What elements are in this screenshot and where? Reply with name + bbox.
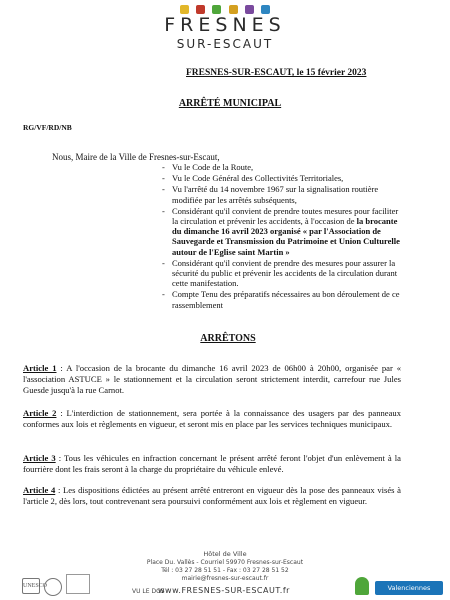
green-partner-logo-icon <box>355 577 369 595</box>
unesco-logo-icon: UNESCO <box>22 578 40 594</box>
article-label: Article 1 <box>23 363 57 373</box>
consideration-item: - Vu l'arrêté du 14 novembre 1967 sur la signalisation routière modifiée par les arrêtés subséquents, <box>162 184 402 204</box>
footer-line-4: mairie@fresnes-sur-escaut.fr <box>181 575 269 582</box>
dateline: FRESNES-SUR-ESCAUT, le 15 février 2023 <box>186 68 367 78</box>
consideration-bold-text: la brocante du dimanche 16 avril 2023 organisé « par l'Association de Sauvegarde et Transmission du Patrimoine et Union Culturelle autour de l'Eglise saint Martin » <box>172 216 400 257</box>
considerations-list <box>162 162 402 311</box>
article-text: : Les dispositions édictées au présent arrêté entreront en vigueur dès la pose des panneaux visés à l'article 2, dès lors, tout contrevenant sera poursuivi conformément aux lois et règlement en vigueur. <box>23 485 401 506</box>
article-label: Article 2 <box>23 408 57 418</box>
consideration-item: - Vu le Code Général des Collectivités Territoriales, <box>162 173 402 183</box>
city-logo-name: FRESNES <box>164 14 286 36</box>
article-text: : A l'occasion de la brocante du dimanche 16 avril 2023 de 06h00 à 20h00, organisée par « l'association ASTUCE » le stationnement et la circulation seront strictement interdit, carrefour rue Jules Guesde jusqu'à la rue Carnot. <box>23 363 402 395</box>
footer-website: www.FRESNES-SUR-ESCAUT.fr <box>158 586 290 595</box>
article-text: : L'interdiction de stationnement, sera portée à la connaissance des usagers par des panneaux conformes aux lois et règlements en vigueur, et seront mis en place par les services techniques municipaux. <box>23 408 402 429</box>
city-logo-subname: SUR-ESCAUT <box>176 37 274 51</box>
consideration-text: Considérant qu'il convient de prendre toutes mesures pour faciliter la circulation et prévenir les accidents, à l'occasion de <box>172 205 399 227</box>
document-title: ARRÊTÉ MUNICIPAL <box>178 98 282 109</box>
footer-line-2: Place Du. Vallès - Courriel 59970 Fresnes-sur-Escaut <box>146 559 304 566</box>
footer-vu-label: VU LE DGS <box>132 588 165 595</box>
arretons-heading: ARRÊTONS <box>200 333 256 344</box>
city-logo-icons <box>0 4 450 14</box>
valenciennes-logo: Valenciennes <box>375 581 443 595</box>
consideration-item: - Considérant qu'il convient de prendre des mesures pour assurer la sécurité du public et prévenir les accidents de la circulation durant cette manifestation. <box>162 258 402 289</box>
consideration-item: - Compte Tenu des préparatifs nécessaires au bon déroulement de ce rassemblement <box>162 289 402 309</box>
article-label: Article 3 <box>23 453 56 463</box>
reference-code: RG/VF/RD/NB <box>23 123 72 132</box>
consideration-item <box>162 206 402 257</box>
label-logo-icon <box>66 574 90 594</box>
article-4 <box>23 485 401 507</box>
article-1 <box>23 363 401 396</box>
consideration-item: - Vu le Code de la Route, <box>162 162 402 172</box>
article-3 <box>23 453 401 475</box>
heritage-logo-icon <box>44 578 62 596</box>
article-text: : Tous les véhicules en infraction concernant le présent arrêté feront l'objet d'un enlèvement à la fourrière dont les frais seront à la charge du propriétaire du véhicule enlevé. <box>23 453 401 474</box>
article-2 <box>23 408 401 430</box>
intro-line: Nous, Maire de la Ville de Fresnes-sur-Escaut, <box>52 152 220 162</box>
footer-line-3: Tél : 03 27 28 51 51 - Fax : 03 27 28 51 52 <box>161 567 289 574</box>
footer-line-1: Hôtel de Ville <box>203 550 247 558</box>
article-label: Article 4 <box>23 485 56 495</box>
